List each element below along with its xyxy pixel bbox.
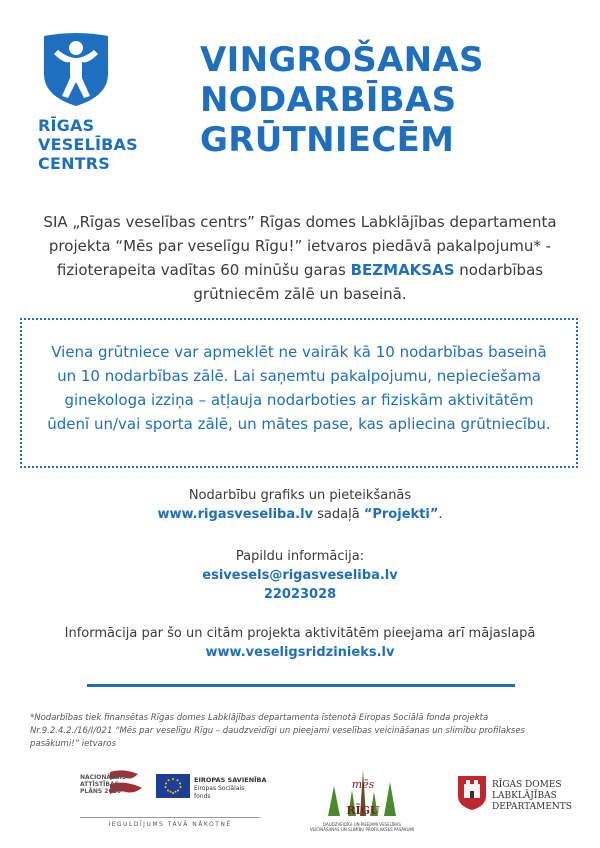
- more-text: Informācija par šo un citām projekta aktivitātēm pieejama arī mājaslapā: [64, 626, 536, 641]
- svg-text:mēs: mēs: [351, 778, 375, 791]
- eu-sub-1: Eiropas Sociālais: [194, 785, 245, 792]
- contact-info: [40, 547, 560, 604]
- schedule-info: [40, 486, 560, 524]
- contact-label: Papildu informācija:: [235, 549, 365, 564]
- intro-text: SIA „Rīgas veselības centrs” Rīgas domes Labklājības departamenta projekta “Mēs par veselīgu Rīgu!” ietvaros piedāvā pakalpojumu* - fizioterapeita vadītas 60 minūšu garas: [43, 213, 557, 279]
- veseligsridzinieks-link[interactable]: www.veseligsridzinieks.lv: [205, 645, 395, 660]
- contact-email[interactable]: esivesels@rigasveseliba.lv: [202, 568, 398, 583]
- eu-slogan: IEGULDĪJUMS TAVĀ NĀKOTNĒ: [80, 817, 260, 828]
- svg-text:RĪGU: RĪGU: [346, 804, 380, 817]
- logo-line-1: RĪGAS: [38, 116, 95, 135]
- schedule-label: Nodarbību grafiks un pieteikšanās: [188, 488, 412, 503]
- free-highlight: BEZMAKSAS: [350, 261, 455, 279]
- partner-logos: [0, 760, 600, 848]
- rd-text: [492, 780, 572, 813]
- nap-text: [80, 774, 126, 795]
- rvc-shield-icon: [40, 30, 112, 108]
- eu-flag-icon: [156, 774, 190, 798]
- notice-box: [20, 318, 578, 468]
- more-info: [40, 624, 560, 662]
- nap-line-2: ATTĪSTĪBAS: [80, 781, 119, 788]
- title-line-1: VINGROŠANAS: [200, 40, 484, 80]
- schedule-end: .: [438, 507, 443, 522]
- mes-caption-1: DAUDZVEIDĪGI UN PIEEJAMI VESELĪBAS: [322, 822, 402, 827]
- intro-paragraph: [40, 210, 560, 306]
- notice-text: Viena grūtniece var apmeklēt ne vairāk kā 10 nodarbības baseinā un 10 nodarbības zālē. Lai saņemtu pakalpojumu, nepieciešama ginekologa izziņa – atļauja nodarboties ar fiziskām aktivitātēm ūdenī un/vai sporta zālē, un mātes pase, kas apliecina grūtniecību.: [47, 343, 551, 433]
- title-line-3: GRŪTNIECĒM: [200, 120, 455, 160]
- nap-line-3: PLĀNS 2020: [80, 788, 121, 795]
- logo-line-3: CENTRS: [38, 154, 111, 173]
- contact-phone[interactable]: 22023028: [263, 587, 337, 602]
- eu-text: [194, 776, 267, 801]
- schedule-middle: sadaļā: [313, 507, 364, 522]
- logo-line-2: VESELĪBAS: [38, 135, 138, 154]
- eu-title: EIROPAS SAVIENĪBA: [194, 776, 267, 784]
- nap-line-1: NACIONĀLAIS: [80, 774, 127, 781]
- projects-section: “Projekti”: [363, 507, 439, 522]
- rvc-logo: [38, 30, 148, 173]
- footnote: *Nodarbības tiek finansētas Rīgas domes Labklājības departamenta īstenotā Eiropas Sociālā fonda projekta Nr.9.2.4.2./16/I/021 “Mēs par veselīgu Rīgu – daudzveidīgi un pieejami veselības veicināšanas un slimību profilakses pasākumi!” ietvaros: [30, 713, 525, 749]
- rd-line-2: LABKLĀJĪBAS: [492, 791, 557, 801]
- mes-par-veseligu-rigu-logo-icon: [318, 766, 408, 824]
- eu-sub-2: fonds: [194, 793, 211, 800]
- rd-line-3: DEPARTAMENTS: [492, 802, 572, 812]
- intro-text-end: nodarbības grūtniecēm zālē un baseinā.: [193, 261, 544, 303]
- riga-coat-of-arms-icon: [456, 774, 488, 812]
- title-line-2: NODARBĪBAS: [200, 80, 457, 120]
- divider: [87, 684, 515, 687]
- mes-caption: [302, 822, 422, 832]
- mes-caption-2: VEICINĀŠANAS UN SLIMĪBU PROFILAKSES PASĀKUMI: [309, 827, 415, 832]
- rd-line-1: RĪGAS DOMES: [492, 780, 562, 790]
- page-title: [200, 40, 580, 160]
- rigasveseliba-link[interactable]: www.rigasveseliba.lv: [157, 507, 314, 522]
